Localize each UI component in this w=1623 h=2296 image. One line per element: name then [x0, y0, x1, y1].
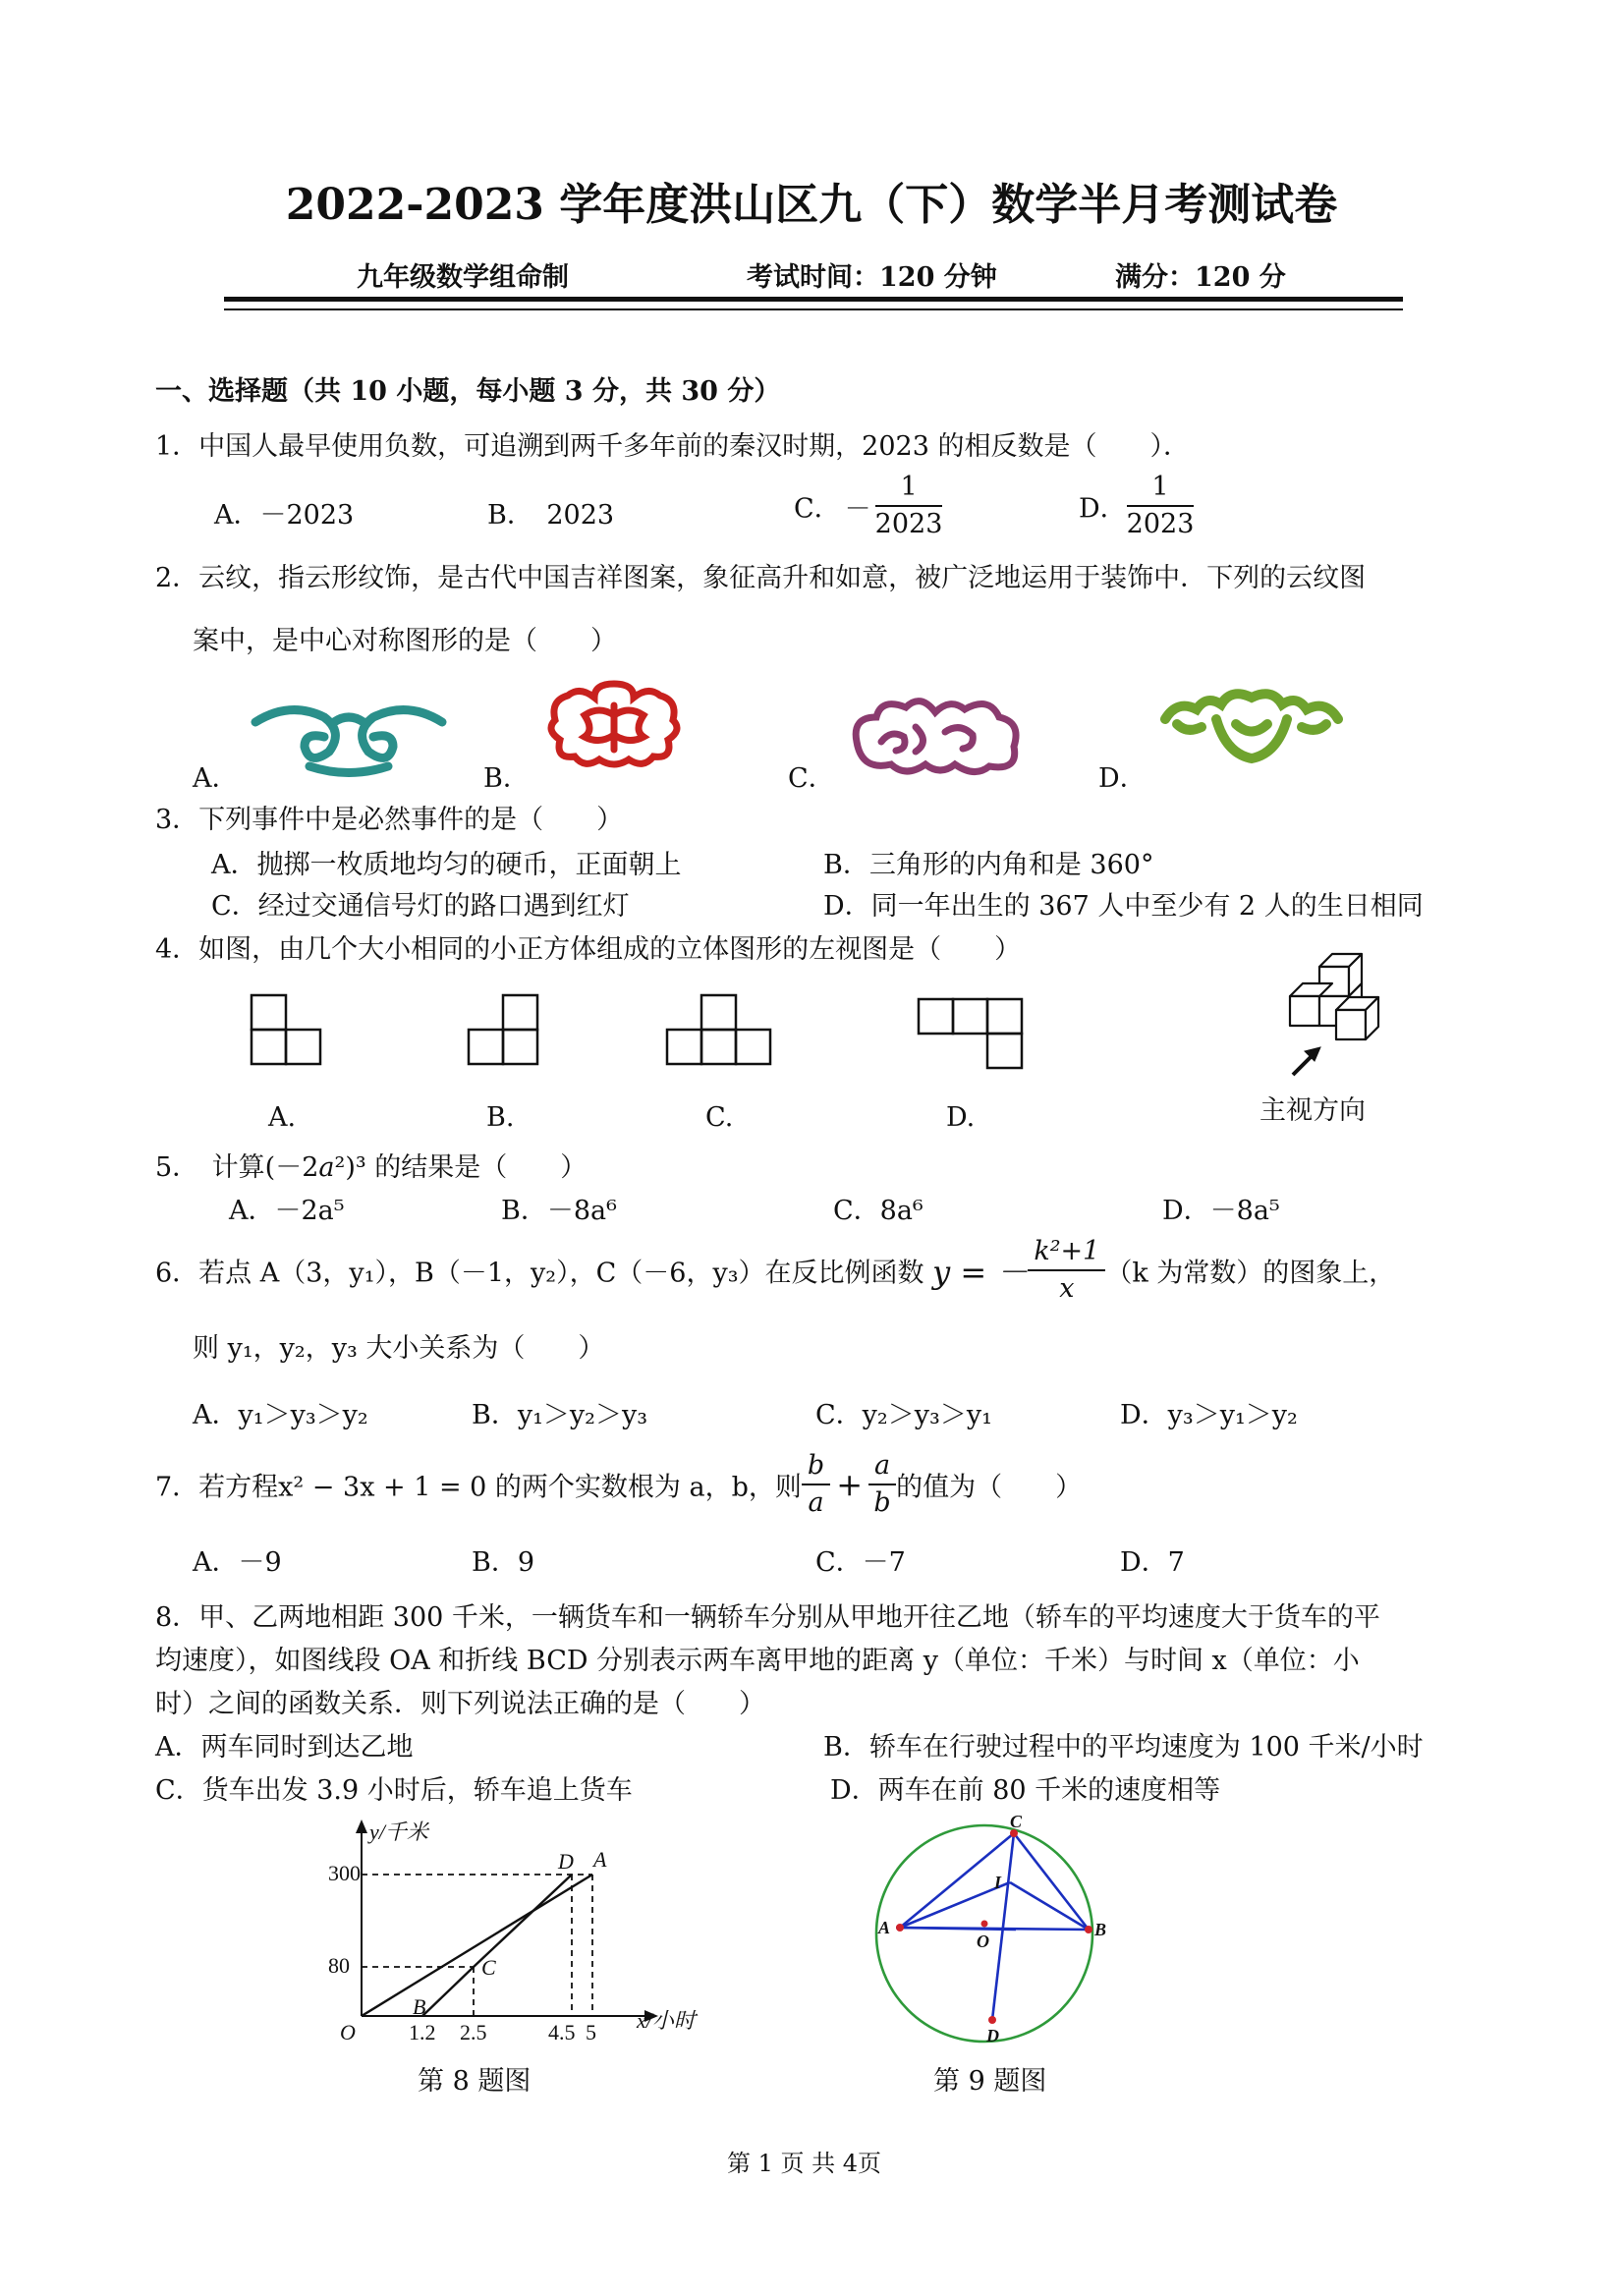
graph-x-tick-5: 5 [586, 2020, 596, 2044]
q2-option-a: A． [193, 763, 239, 794]
q1-stem: 1．中国人最早使用负数，可追溯到两千多年前的秦汉时期，2023 的相反数是（ ）． [155, 431, 1190, 462]
q2-option-d: D． [1098, 763, 1147, 794]
exam-time: 考试时间：120 分钟 [747, 262, 997, 293]
graph-y-axis-label: y/千米 [369, 1820, 428, 1844]
q7-option-d: D．7 [1120, 1547, 1185, 1578]
full-score: 满分：120 分 [1115, 262, 1286, 293]
q1-option-b: B． 2023 [487, 500, 615, 531]
q3-stem: 3．下列事件中是必然事件的是（ ） [155, 805, 624, 835]
graph-x-axis-label: x/小时 [637, 2008, 696, 2033]
q4-view-d-figure [918, 998, 1024, 1069]
graph-y-tick-80: 80 [328, 1953, 350, 1978]
q8-stem-line2: 均速度），如图线段 OA 和折线 BCD 分别表示两车离甲地的距离 y（单位：千米）与时间 x（单位：小 [155, 1646, 1360, 1676]
q2-stem-line2: 案中，是中心对称图形的是（ ） [193, 626, 617, 656]
q6-option-c: C．y₂＞y₃＞y₁ [815, 1400, 992, 1430]
circle-point-b: B [1094, 1920, 1107, 1939]
graph-x-tick-2-5: 2.5 [460, 2020, 487, 2044]
cloud-pattern-a [251, 693, 447, 781]
q6-stem-line1: 6．若点 A（3，y₁），B（－1，y₂），C（－6，y₃）在反比例函数 y = － $\frac{\text{k²+1}}{x}$ （k 为常数）的图象上， [155, 1236, 1396, 1304]
q7-option-a: A．－9 [193, 1547, 282, 1578]
author-line: 九年级数学组命制 [357, 262, 569, 293]
graph-origin-label: O [340, 2020, 356, 2044]
q4-option-b: B. [486, 1102, 515, 1133]
graph-point-c: C [481, 1955, 496, 1980]
circle-point-a: A [878, 1918, 891, 1937]
graph-x-tick-4-5: 4.5 [548, 2020, 576, 2044]
q4-option-c: C. [705, 1102, 734, 1133]
q4-view-b-figure [468, 994, 538, 1065]
q8-option-a: A．两车同时到达乙地 [155, 1732, 414, 1763]
section-heading: 一、选择题（共 10 小题，每小题 3 分，共 30 分） [155, 376, 781, 407]
circle-point-d: D [986, 2026, 999, 2045]
fig8-caption: 第 8 题图 [418, 2066, 532, 2097]
q2-option-b: B． [483, 763, 530, 794]
page-footer: 第 1 页 共 4页 [727, 2150, 882, 2177]
graph-point-a: A [593, 1847, 607, 1872]
graph-y-tick-300: 300 [328, 1861, 361, 1885]
q4-view-a-figure [251, 994, 321, 1065]
q3-option-a: A．抛掷一枚质地均匀的硬币，正面朝上 [211, 850, 682, 880]
q3-option-b: B．三角形的内角和是 360° [823, 850, 1154, 880]
q1-option-d: D． $\frac{1}{2023}$ [1079, 472, 1195, 539]
cloud-pattern-b [540, 676, 688, 774]
page-title: 2022-2023 学年度洪山区九（下）数学半月考测试卷 [285, 180, 1338, 230]
q4-option-d: D. [946, 1102, 976, 1133]
circle-point-i: I [994, 1873, 1002, 1892]
q6-option-a: A．y₁＞y₃＞y₂ [193, 1400, 368, 1430]
q4-view-direction-label: 主视方向 [1259, 1095, 1366, 1126]
q4-stem: 4．如图，由几个大小相同的小正方体组成的立体图形的左视图是（ ） [155, 934, 1022, 965]
q5-option-b: B．－8a⁶ [501, 1196, 617, 1226]
q1-option-c: C． － $\frac{1}{2023}$ [794, 472, 943, 539]
q1-option-a: A．－2023 [214, 500, 355, 531]
q8-graph [314, 1818, 717, 2044]
q8-stem-line1: 8．甲、乙两地相距 300 千米，一辆货车和一辆轿车分别从甲地开往乙地（轿车的平均速度大于货车的平 [155, 1602, 1380, 1633]
q5-option-c: C．8a⁶ [833, 1196, 923, 1226]
q2-option-c: C． [788, 763, 835, 794]
header-rule-thick [224, 297, 1403, 302]
graph-point-d: D [558, 1849, 574, 1874]
q9-circle-figure [865, 1812, 1120, 2053]
q7-option-c: C．－7 [815, 1547, 906, 1578]
graph-point-b: B [413, 1994, 426, 2019]
q5-option-a: A．－2a⁵ [229, 1196, 345, 1226]
q6-option-b: B．y₁＞y₂＞y₃ [472, 1400, 648, 1430]
q4-option-a: A. [268, 1102, 297, 1133]
circle-point-o: O [977, 1932, 989, 1951]
q3-option-c: C．经过交通信号灯的路口遇到红灯 [211, 891, 630, 922]
q5-stem: 5． 计算(－2a²)³ 的结果是（ ） [155, 1152, 588, 1183]
q6-option-d: D．y₃＞y₁＞y₂ [1120, 1400, 1298, 1430]
q5-option-d: D．－8a⁵ [1162, 1196, 1280, 1226]
q8-stem-line3: 时）之间的函数关系．则下列说法正确的是（ ） [155, 1689, 765, 1719]
q8-option-d: D．两车在前 80 千米的速度相等 [830, 1775, 1221, 1806]
cloud-pattern-c [847, 688, 1024, 781]
fig9-caption: 第 9 题图 [933, 2066, 1047, 2097]
q7-option-b: B．9 [472, 1547, 535, 1578]
q4-solid-figure [1275, 949, 1413, 1087]
header-rule-thin [224, 308, 1403, 310]
q8-option-b: B．轿车在行驶过程中的平均速度为 100 千米/小时 [823, 1732, 1424, 1763]
q3-option-d: D．同一年出生的 367 人中至少有 2 人的生日相同 [823, 891, 1424, 922]
circle-point-c: C [1010, 1812, 1023, 1831]
q7-stem: 7．若方程x² − 3x + 1 = 0 的两个实数根为 a，b，则 $\frac{b}{a}$ + $\frac{a}{b}$ 的值为（ ） [155, 1450, 1083, 1518]
q2-stem-line1: 2．云纹，指云形纹饰，是古代中国吉祥图案，象征高升和如意，被广泛地运用于装饰中．下列的云纹图 [155, 563, 1367, 593]
cloud-pattern-d [1157, 680, 1346, 768]
q6-stem-line2: 则 y₁，y₂，y₃ 大小关系为（ ） [193, 1333, 605, 1364]
q8-option-c: C．货车出发 3.9 小时后，轿车追上货车 [155, 1775, 633, 1806]
graph-x-tick-1-2: 1.2 [409, 2020, 436, 2044]
q4-view-c-figure [666, 994, 772, 1065]
